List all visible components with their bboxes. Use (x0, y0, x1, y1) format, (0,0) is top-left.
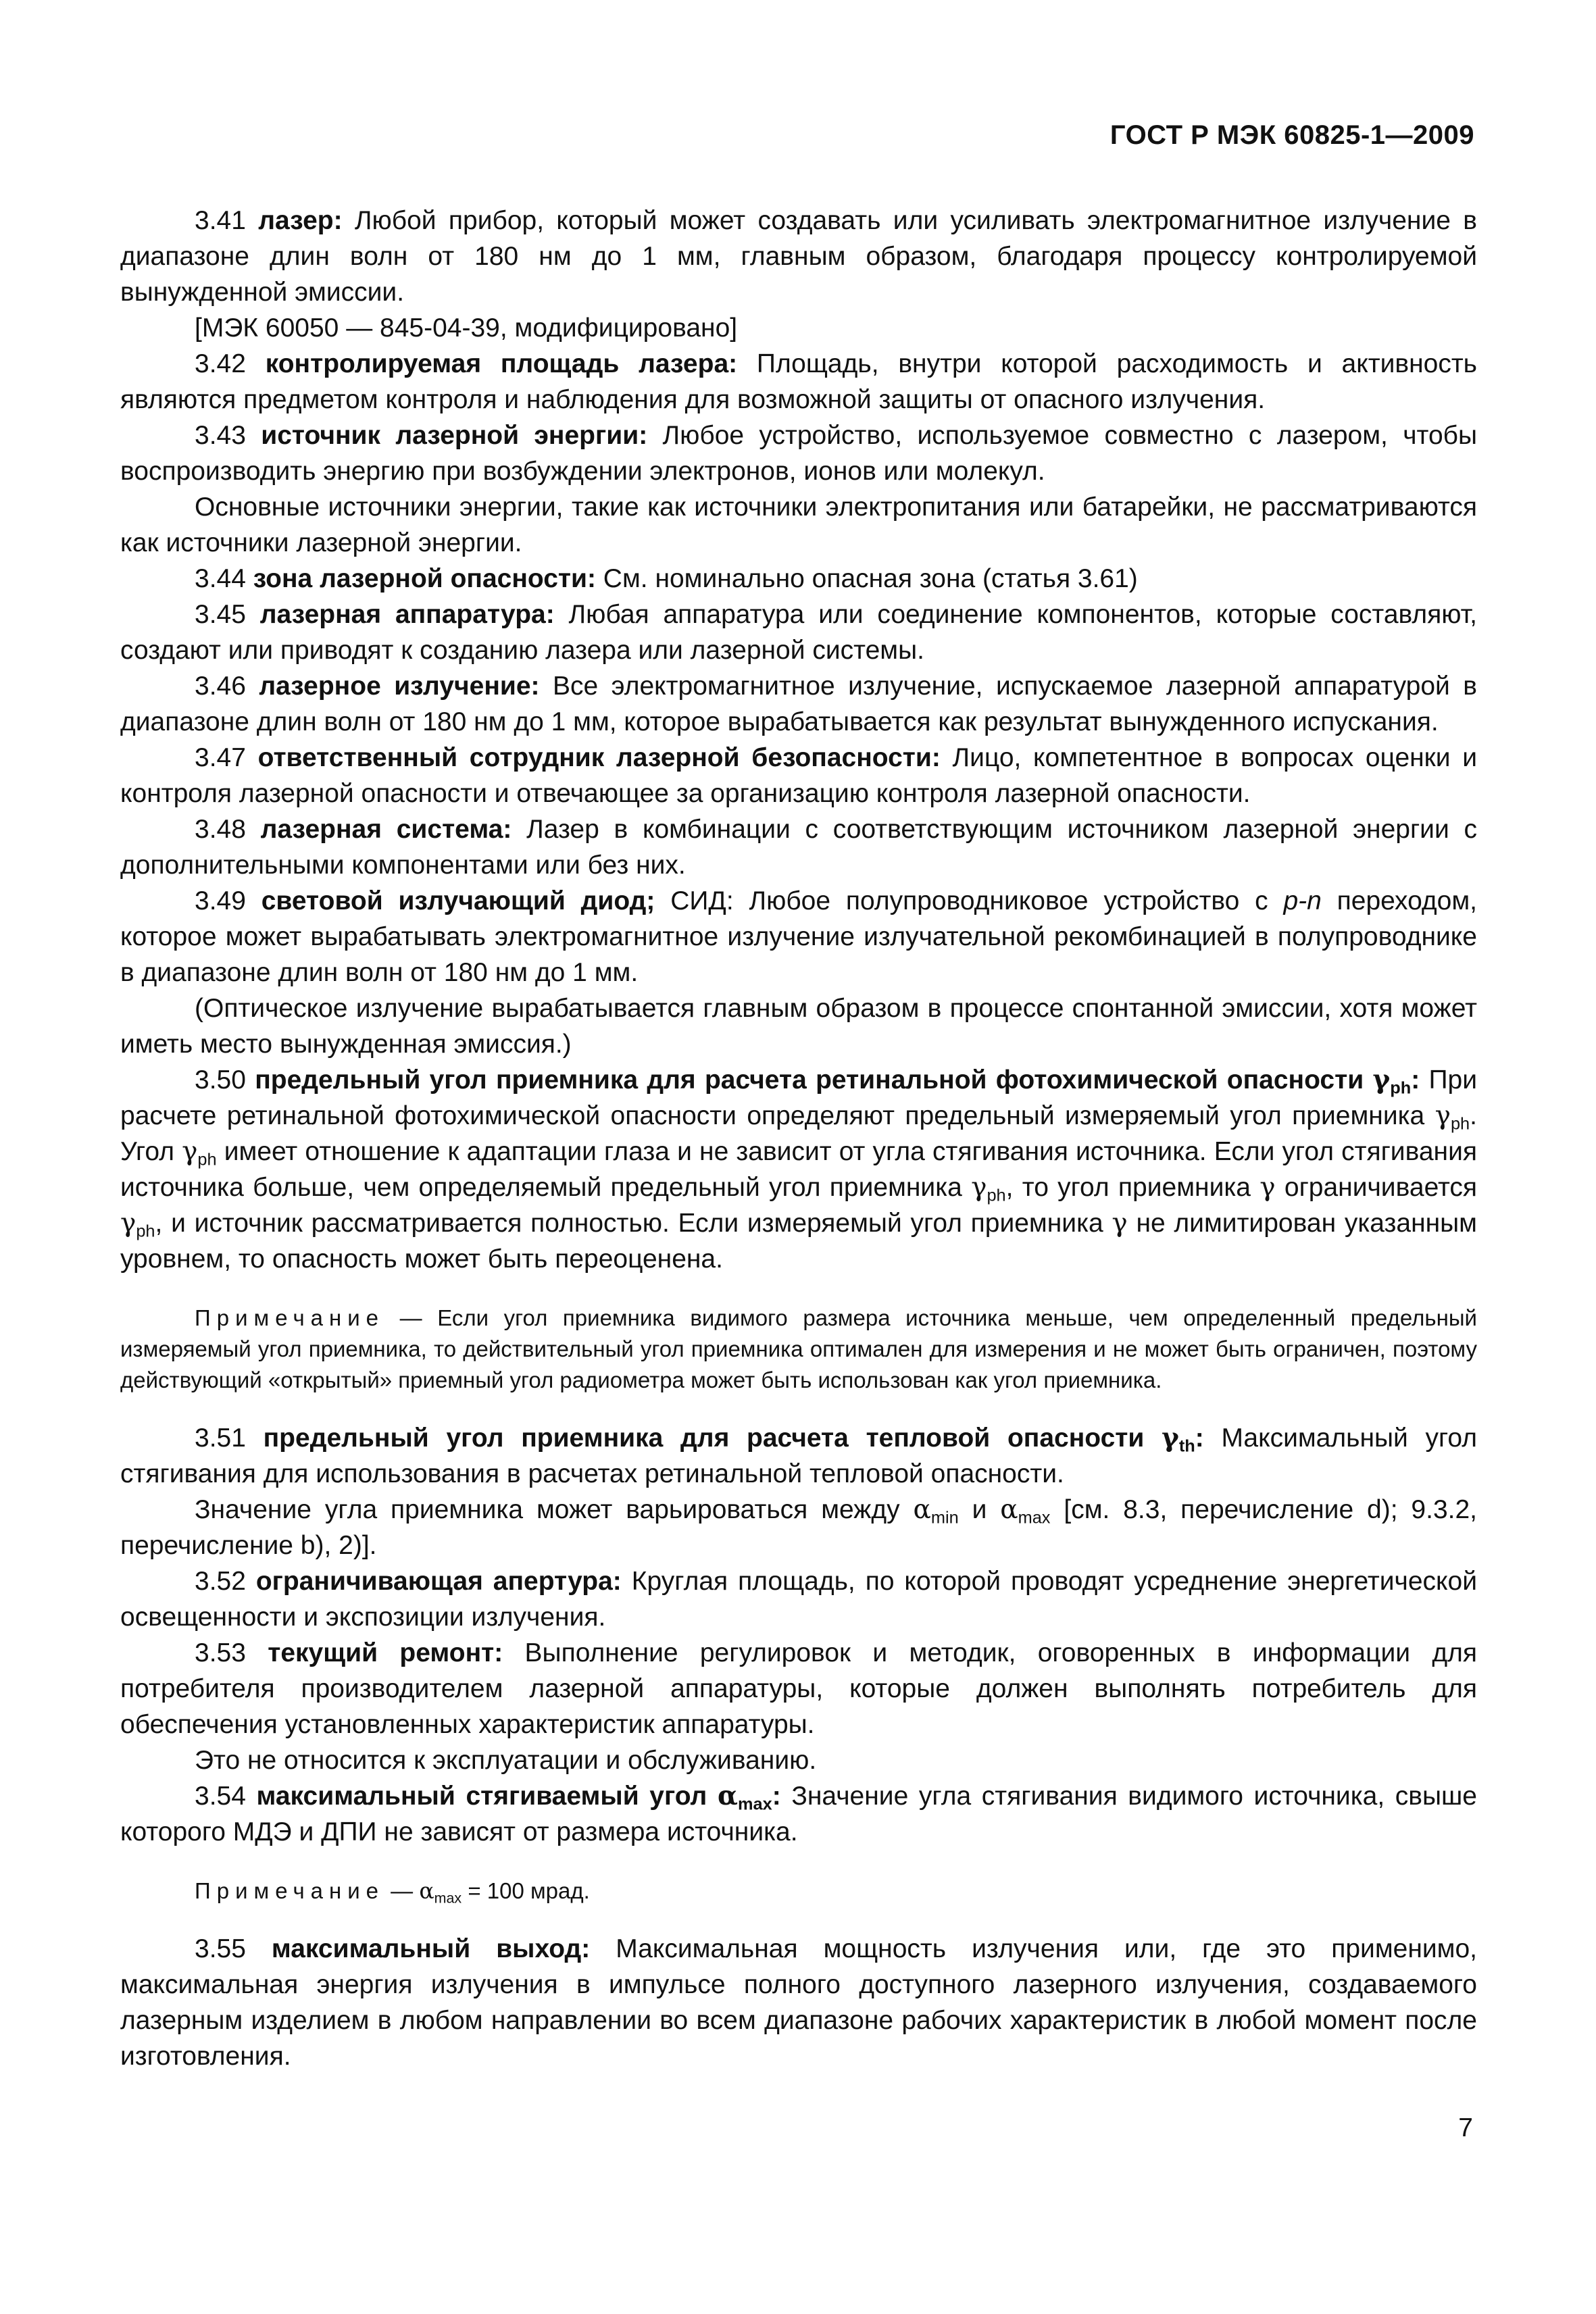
term: лазерное излучение: (259, 672, 540, 701)
entry-3-54: 3.54 максимальный стягиваемый угол $\alpha_{max}$: Значение угла стягивания видимого источника, свыше которого МДЭ и ДПИ не зависят от размера источника. (120, 1780, 1477, 1846)
entry-3-42: 3.42 контролируемая площадь лазера: Площадь, внутри которой расходимость и активность являются предметом контроля и наблюдения для возможной защиты от опасного излучения. (120, 349, 1478, 414)
entry-3-45: 3.45 лазерная аппаратура: Любая аппаратура или соединение компонентов, которые составляют, создают или приводят к созданию лазера или лазерной системы. (120, 600, 1477, 665)
entry-3-53: 3.53 текущий ремонт: Выполнение регулировок и методик, оговоренных в информации для потребителя производителем лазерной аппаратуры, которые должен выполнять потребитель для обеспечения установленных характеристик аппаратуры. (120, 1638, 1477, 1739)
term: зона лазерной опасности: (253, 564, 596, 593)
term: текущий ремонт: (268, 1638, 503, 1667)
term: источник лазерной энергии: (261, 421, 648, 450)
entry-3-53-extra: Это не относится к эксплуатации и обслуживанию. (195, 1746, 817, 1775)
entry-3-43: 3.43 источник лазерной энергии: Любое устройство, используемое совместно с лазером, чтобы воспроизводить энергию при возбуждении электронов, ионов или молекул. (120, 421, 1478, 486)
entry-3-46: 3.46 лазерное излучение: Все электромагнитное излучение, испускаемое лазерной аппаратурой в диапазоне длин волн от 180 нм до 1 мм, которое вырабатывается как результат вынужденного испускания. (120, 672, 1477, 736)
entry-3-47: 3.47 ответственный сотрудник лазерной безопасности: Лицо, компетентное в вопросах оценки и контроля лазерной опасности и отвечающее за организацию контроля лазерной опасности. (120, 743, 1477, 808)
entry-3-51-extra: Значение угла приемника может варьироваться между $\alpha_{min}$ и $\alpha_{max}$ [см. 8.3, перечисление d); 9.3.2, перечисление b), 2)]. (120, 1494, 1477, 1560)
entry-3-48: 3.48 лазерная система: Лазер в комбинации с соответствующим источником лазерной энергии с дополнительными компонентами или без них. (120, 815, 1477, 880)
entry-3-43-extra: Основные источники энергии, такие как источники электропитания или батарейки, не рассматриваются как источники лазерной энергии. (120, 493, 1477, 557)
entry-3-52: 3.52 ограничивающая апертура: Круглая площадь, по которой проводят усреднение энергетической освещенности и экспозиции излучения. (120, 1567, 1477, 1632)
note-1: Примечание — Если угол приемника видимого размера источника меньше, чем определенный предельный измеряемый угол приемника, то действительный угол приемника оптимален для измерения и не может быть ограничен, поэтому действующий «открытый» приемный угол радиометра может быть использован как угол приемника. (120, 1305, 1477, 1392)
pn-junction: p-n (1283, 886, 1322, 915)
note-label: Примечание (195, 1305, 385, 1330)
note-label: Примечание (195, 1878, 385, 1903)
term: максимальный стягиваемый угол $\alpha_{max}$: (256, 1780, 781, 1814)
entry-3-41-reference: [МЭК 60050 — 845-04-39, модифицировано] (195, 313, 738, 343)
document-header: ГОСТ Р МЭК 60825-1—2009 (1109, 120, 1474, 150)
term: предельный угол приемника для расчета ретинальной фотохимической опасности $\gamma_{ph}$: (255, 1064, 1420, 1098)
term: лазерная система: (260, 815, 512, 844)
term: максимальный выход: (271, 1934, 591, 1963)
entry-3-49-extra: (Оптическое излучение вырабатывается главным образом в процессе спонтанной эмиссии, хотя может иметь место вынужденная эмиссия.) (120, 994, 1477, 1059)
entry-3-50: 3.50 предельный угол приемника для расчета ретинальной фотохимической опасности $\gamma_{ph}$: При расчете ретинальной фотохимической опасности определяют предельный измеряемый угол приемника $\gamma_{ph}$. Угол $\gamma_{ph}$ имеет отношение к адаптации глаза и не зависит от угла стягивания источника. Если угол стягивания источника больше, чем определяемый предельный угол приемника $\gamma_{ph}$, то угол приемника γ ограничивается $\gamma_{ph}$, и источник рассматривается полностью. Если измеряемый угол приемника γ не лимитирован указанным уровнем, то опасность может быть переоценена. (120, 1064, 1478, 1274)
page-number: 7 (1458, 2113, 1473, 2142)
entry-3-51: 3.51 предельный угол приемника для расчета тепловой опасности $\gamma_{th}$: Максимальный угол стягивания для использования в расчетах ретинальной тепловой опасности. (120, 1422, 1477, 1488)
entry-3-49: 3.49 световой излучающий диод; СИД: Любое полупроводниковое устройство с p-n переходом, которое может вырабатывать электромагнитное излучение излучательной рекомбинацией в полупроводнике в диапазоне длин волн от 180 нм до 1 мм. (120, 886, 1477, 987)
entry-3-55: 3.55 максимальный выход: Максимальная мощность излучения или, где это применимо, максимальная энергия излучения в импульсе полного доступного лазерного излучения, создаваемого лазерным изделием в любом направлении во всем диапазоне рабочих характеристик в любой момент после изготовления. (120, 1934, 1477, 2071)
term: контролируемая площадь лазера: (265, 349, 738, 378)
term: лазер: (258, 206, 343, 235)
entry-3-44: 3.44 зона лазерной опасности: См. номинально опасная зона (статья 3.61) (195, 564, 1138, 593)
term: лазерная аппаратура: (259, 600, 555, 629)
term: ответственный сотрудник лазерной безопасности: (257, 743, 941, 772)
term: предельный угол приемника для расчета тепловой опасности $\gamma_{th}$: (263, 1422, 1204, 1456)
document-body (120, 203, 1477, 2074)
note-2: Примечание — $\alpha_{max} = 100$ мрад. (195, 1878, 590, 1907)
term: ограничивающая апертура: (255, 1567, 622, 1596)
term: световой излучающий диод; (261, 886, 655, 915)
entry-3-41: 3.41 лазер: Любой прибор, который может создавать или усиливать электромагнитное излучение в диапазоне длин волн от 180 нм до 1 мм, главным образом, благодаря процессу контролируемой вынужденной эмиссии. (120, 206, 1477, 307)
